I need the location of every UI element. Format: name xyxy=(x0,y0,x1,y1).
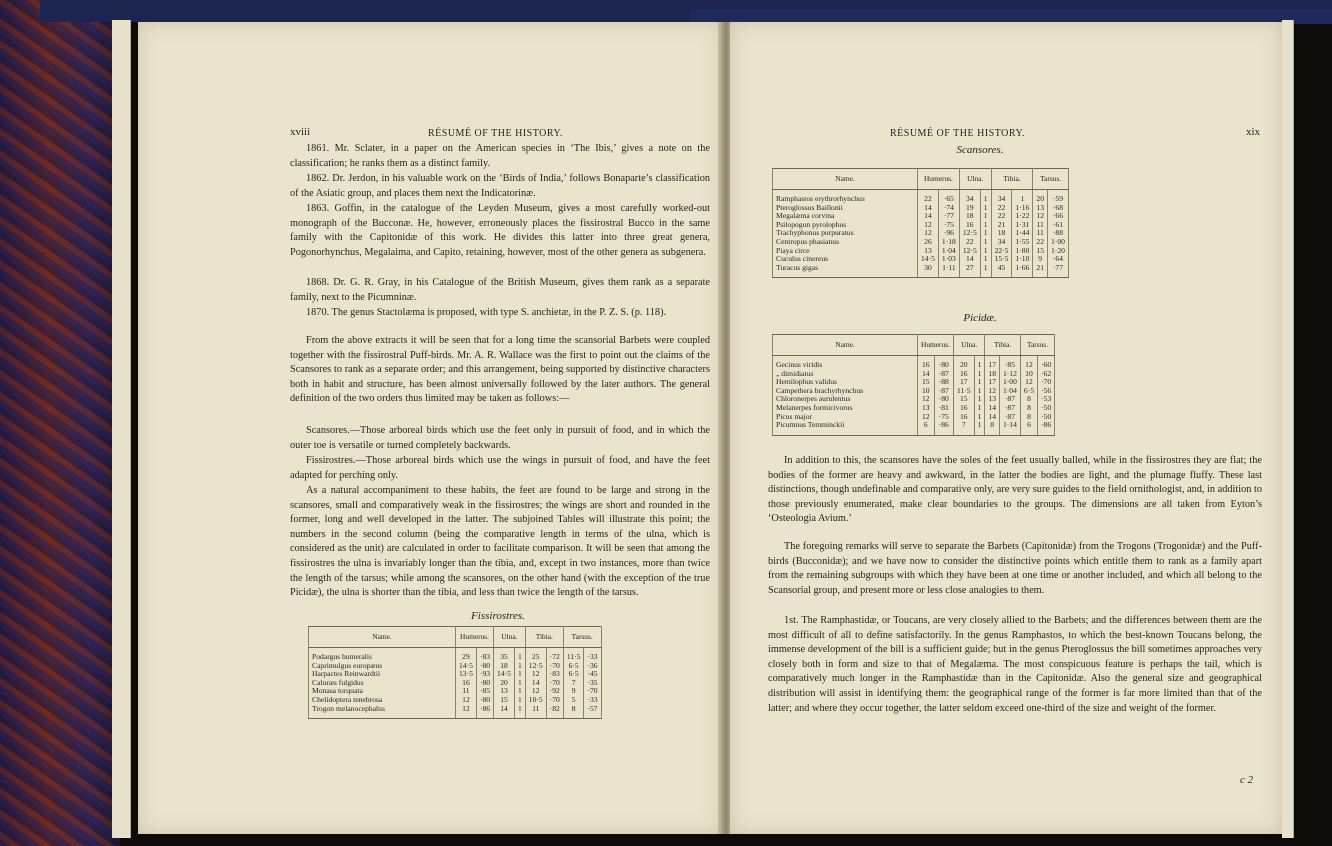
cell-measurement: 12 xyxy=(456,696,477,705)
cell-measurement: ·33 xyxy=(584,648,601,662)
signature-mark: c 2 xyxy=(1240,774,1254,786)
cell-measurement: 1 xyxy=(974,387,985,396)
cell-measurement: 1·11 xyxy=(938,264,959,278)
cell-measurement: 12·5 xyxy=(959,247,980,256)
cell-species-name: Campethera brachyrhynchus xyxy=(773,387,918,396)
paragraph-separation: The foregoing remarks will serve to separate the Barbets (Capitonidæ) from the Trogons (Trogonidæ) and the Puff-birds (Bucconidæ); and we have now to consider the distinctive points which entitle them to rank as a family apart from the remaining subgroups with which they have been at one time or another included, and which all belong to the Scansorial group, and present more or less close analogies to them. xyxy=(768,541,1262,596)
cell-measurement: ·85 xyxy=(476,687,493,696)
cell-measurement: 14 xyxy=(918,212,939,221)
cell-measurement: ·65 xyxy=(938,190,959,204)
cell-species-name: Piaya circe xyxy=(773,247,918,256)
cell-measurement: 18 xyxy=(959,212,980,221)
table-scansores xyxy=(772,168,1069,278)
cell-measurement: 20 xyxy=(494,679,515,688)
cell-measurement: ·80 xyxy=(476,662,493,671)
cell-measurement: 1 xyxy=(974,370,985,379)
cell-species-name: Picumnus Temminckii xyxy=(773,421,918,435)
page-folio: xviii xyxy=(290,126,311,138)
page-stack-edge xyxy=(1288,20,1294,838)
cell-measurement: 6·5 xyxy=(563,670,584,679)
cell-measurement: ·62 xyxy=(1038,370,1055,379)
cell-measurement: 12 xyxy=(1020,356,1037,370)
cell-measurement: 14 xyxy=(918,370,935,379)
cell-measurement: 1 xyxy=(974,404,985,413)
cell-measurement: ·87 xyxy=(999,395,1020,404)
table-caption-picidae: Picidæ. xyxy=(963,312,997,324)
cell-measurement: 1·10 xyxy=(1012,255,1033,264)
cell-measurement: 1·55 xyxy=(1012,238,1033,247)
table-fissirostres xyxy=(308,626,602,719)
cell-measurement: ·56 xyxy=(1038,387,1055,396)
paragraph-ramphastidae: 1st. The Ramphastidæ, or Toucans, are very closely allied to the Barbets; and the differences between them are the most difficult of all to define satisfactorily. In the genus Ramphastos, to which the best-known Toucans belong, the immense development of the bill is a sufficient guide; but in the genus Pteroglossus the bill sometimes approaches very closely both in form and size to that of Megalæma. The most conspicuous feature is perhaps the tail, which is comparatively much longer in the Ramphastidæ than in the Capitonidæ. Also the general size and geographical distribution will assist in identifying them: the geographical range of the former is far more limited than that of the latter; and where they occur together, the latter seldom exceed one-third of the size and weight of the former. xyxy=(768,615,1262,714)
cell-measurement: 13 xyxy=(1033,204,1048,213)
cell-measurement: 1 xyxy=(980,238,991,247)
cell-measurement: 16 xyxy=(959,221,980,230)
cell-species-name: Picus major xyxy=(773,413,918,422)
cell-species-name: Pteroglossus Baillonii xyxy=(773,204,918,213)
cell-measurement: 1·14 xyxy=(999,421,1020,435)
paragraph-summary: From the above extracts it will be seen that for a long time the scansorial Barbets were coupled together with the fissirostral Puff-birds. Mr. A. R. Wallace was the first to point out the claims of the Scansores to rank as a separate order; and this arrangement, being supported by distinctive characters both in habit and structure, has been almost universally followed by the later authors. The general definition of the two orders thus limited may be taken as follows:— xyxy=(290,335,710,405)
paragraph-1861: 1861. Mr. Sclater, in a paper on the American species in ‘The Ibis,’ gives a note on the classification; he ranks them as a distinct family. xyxy=(290,143,710,169)
col-header-name: Name. xyxy=(309,627,456,648)
cell-measurement: 13 xyxy=(494,687,515,696)
col-header-ulna: Ulna. xyxy=(953,335,984,356)
cell-measurement: 22·5 xyxy=(991,247,1012,256)
cell-measurement: ·92 xyxy=(546,687,563,696)
cell-measurement: 7 xyxy=(563,679,584,688)
cell-measurement: 25 xyxy=(525,648,546,662)
table-caption-fissirostres: Fissirostres. xyxy=(471,610,525,622)
col-header-humerus: Humerus. xyxy=(456,627,494,648)
cell-measurement: ·87 xyxy=(999,404,1020,413)
paragraph-habits: As a natural accompaniment to these habits, the feet are found to be large and strong in the scansores, small and comparatively weak in the fissirostres; the wings are short and rounded in the former, long and well developed in the latter. The subjoined Tables will illustrate this point; the numbers in the second column (being the comparative length in terms of the ulna, which is considered as the unit) are calculated in order to facilitate comparison. It will be seen that among the fissirostres the ulna is invariably longer than the tibia, and, except in two instances, more than twice the length of the tarsus; while among the scansores, on the other hand (with the exception of the true Picidæ), the ulna is shorter than the tibia, and less than twice the length of the tarsus. xyxy=(290,485,710,599)
cell-measurement: 15 xyxy=(953,395,974,404)
cell-species-name: Centropus phasianus xyxy=(773,238,918,247)
col-header-tarsus: Tarsus. xyxy=(563,627,601,648)
cell-measurement: 1 xyxy=(974,356,985,370)
cell-measurement: 22 xyxy=(991,212,1012,221)
cell-measurement: ·80 xyxy=(934,356,953,370)
cell-measurement: 1·12 xyxy=(999,370,1020,379)
cell-measurement: ·80 xyxy=(934,395,953,404)
cell-measurement: 15 xyxy=(918,378,935,387)
cell-measurement: ·82 xyxy=(546,705,563,719)
cell-species-name: Caluræs fulgidus xyxy=(309,679,456,688)
cell-measurement: 1 xyxy=(514,670,525,679)
cell-measurement: 13 xyxy=(918,247,939,256)
cell-measurement: 7 xyxy=(953,421,974,435)
cell-species-name: Psilopogon pyrolophus xyxy=(773,221,918,230)
cell-measurement: 17 xyxy=(985,378,1000,387)
cell-measurement: 1·31 xyxy=(1012,221,1033,230)
cell-measurement: 14·5 xyxy=(494,670,515,679)
cell-measurement: 1 xyxy=(514,696,525,705)
cell-measurement: 11·5 xyxy=(953,387,974,396)
cell-measurement: 1 xyxy=(514,662,525,671)
cell-measurement: 1·00 xyxy=(999,378,1020,387)
cell-measurement: 11 xyxy=(1033,229,1048,238)
cell-measurement: ·93 xyxy=(476,670,493,679)
cell-measurement: 8 xyxy=(563,705,584,719)
cell-measurement: ·77 xyxy=(938,212,959,221)
cell-species-name: Melanerpes formicivorus xyxy=(773,404,918,413)
cell-species-name: Megalæma corvina xyxy=(773,212,918,221)
cell-measurement: 27 xyxy=(959,264,980,278)
cell-measurement: 1·00 xyxy=(1048,238,1069,247)
cell-measurement: 11 xyxy=(456,687,477,696)
cell-measurement: 20 xyxy=(953,356,974,370)
paragraph-fissirostres-definition: Fissirostres.—Those arboreal birds which use the wings in pursuit of food, and have the feet adapted for perching only. xyxy=(290,455,710,481)
paragraph-1863: 1863. Goffin, in the catalogue of the Leyden Museum, gives a most carefully worked-out monograph of the Bucconæ. He, however, erroneously places the fissirostral Bucco in the same family with the Capitonidæ of this work. He divides this latter into three great genera, Pogonorhynchus, Megalaima, and Capito, retaining, however, most of the other genera as subgenera. xyxy=(290,203,710,258)
table-row xyxy=(309,648,602,662)
cell-measurement: ·80 xyxy=(476,679,493,688)
cell-measurement: 1 xyxy=(1012,190,1033,204)
cell-measurement: 1 xyxy=(980,204,991,213)
cell-measurement: ·83 xyxy=(546,670,563,679)
cell-measurement: 10 xyxy=(1020,370,1037,379)
col-header-name: Name. xyxy=(773,169,918,190)
cell-measurement: 15 xyxy=(494,696,515,705)
cell-species-name: „ dimidiatus xyxy=(773,370,918,379)
cell-measurement: 12 xyxy=(918,413,935,422)
cell-measurement: 8 xyxy=(1020,395,1037,404)
paragraph-feet-and-plumage: In addition to this, the scansores have the soles of the feet usually balled, while in the fissirostres they are flat; the bodies of the former are heavy and awkward, in the latter the bodies are light, and the plumage fluffy. These last distinctions, though undefinable and comparative only, are very sure guides to the field ornithologist, and, in addition to those previously enumerated, make clear boundaries to the groups. The dimensions are all taken from Eyton’s ‘Osteologia Avium.’ xyxy=(768,455,1262,525)
cell-measurement: 15 xyxy=(1033,247,1048,256)
cell-measurement: ·96 xyxy=(938,229,959,238)
cell-measurement: 22 xyxy=(959,238,980,247)
cell-measurement: 12 xyxy=(525,670,546,679)
cell-measurement: 34 xyxy=(959,190,980,204)
cell-measurement: 1 xyxy=(980,229,991,238)
cell-species-name: Chelidoptera tenebrosa xyxy=(309,696,456,705)
cell-measurement: 17 xyxy=(985,356,1000,370)
cell-measurement: 16 xyxy=(953,413,974,422)
cell-measurement: ·83 xyxy=(476,648,493,662)
cell-measurement: 14 xyxy=(494,705,515,719)
cell-measurement: 18 xyxy=(991,229,1012,238)
cell-measurement: 1 xyxy=(980,221,991,230)
cell-measurement: 16 xyxy=(953,404,974,413)
cell-species-name: Chloronerpes aurulentus xyxy=(773,395,918,404)
cell-measurement: ·88 xyxy=(934,378,953,387)
cell-measurement: 1 xyxy=(980,190,991,204)
cell-measurement: 34 xyxy=(991,190,1012,204)
cell-measurement: 16 xyxy=(918,356,935,370)
cell-measurement: ·70 xyxy=(1038,378,1055,387)
cell-measurement: 15·5 xyxy=(991,255,1012,264)
cell-measurement: ·70 xyxy=(546,696,563,705)
cell-measurement: ·50 xyxy=(1038,404,1055,413)
cell-measurement: 16 xyxy=(953,370,974,379)
cell-measurement: 14·5 xyxy=(918,255,939,264)
cell-measurement: ·87 xyxy=(934,370,953,379)
cell-measurement: 12 xyxy=(918,395,935,404)
cell-measurement: 12·5 xyxy=(525,662,546,671)
cell-measurement: ·77 xyxy=(1048,264,1069,278)
paragraph-scansores-definition: Scansores.—Those arboreal birds which use the feet only in pursuit of food, and in which the outer toe is versatile or turned completely backwards. xyxy=(290,425,710,451)
cell-measurement: 1·22 xyxy=(1012,212,1033,221)
cell-measurement: 12 xyxy=(985,387,1000,396)
cell-measurement: 22 xyxy=(918,190,939,204)
cell-measurement: 14 xyxy=(985,413,1000,422)
cell-species-name: Cuculus cinereus xyxy=(773,255,918,264)
cell-measurement: ·85 xyxy=(999,356,1020,370)
cell-measurement: ·75 xyxy=(934,413,953,422)
cell-measurement: 13 xyxy=(985,395,1000,404)
cell-measurement: ·61 xyxy=(1048,221,1069,230)
cell-measurement: ·75 xyxy=(938,221,959,230)
cell-measurement: ·66 xyxy=(1048,212,1069,221)
cell-measurement: 5 xyxy=(563,696,584,705)
col-header-tibia: Tibia. xyxy=(525,627,563,648)
cell-measurement: ·50 xyxy=(1038,413,1055,422)
cell-measurement: 1·44 xyxy=(1012,229,1033,238)
cell-measurement: 1·66 xyxy=(1012,264,1033,278)
cell-measurement: 10·5 xyxy=(525,696,546,705)
cell-measurement: 29 xyxy=(456,648,477,662)
table-row xyxy=(773,421,1055,435)
col-header-humerus: Humerus. xyxy=(918,335,954,356)
col-header-tarsus: Tarsus. xyxy=(1033,169,1069,190)
cell-measurement: 1·80 xyxy=(1012,247,1033,256)
cell-measurement: 13·5 xyxy=(456,670,477,679)
cell-species-name: Gecinus viridis xyxy=(773,356,918,370)
cell-species-name: Podargus humeralis xyxy=(309,648,456,662)
cell-measurement: 9 xyxy=(1033,255,1048,264)
cell-measurement: 14 xyxy=(985,404,1000,413)
cell-species-name: Monasa torquata xyxy=(309,687,456,696)
cell-measurement: ·86 xyxy=(1038,421,1055,435)
cell-species-name: Turacus gigas xyxy=(773,264,918,278)
cell-measurement: 6·5 xyxy=(563,662,584,671)
paragraph-1870: 1870. The genus Stactolæma is proposed, with type S. anchietæ, in the P. Z. S. (p. 118). xyxy=(306,307,667,318)
cell-measurement: 19 xyxy=(959,204,980,213)
cell-species-name: Trogon melanocephalus xyxy=(309,705,456,719)
running-header: RÉSUMÉ OF THE HISTORY. xyxy=(428,128,563,139)
cell-measurement: ·86 xyxy=(934,421,953,435)
cell-measurement: 8 xyxy=(1020,413,1037,422)
cell-measurement: ·68 xyxy=(1048,204,1069,213)
cell-measurement: ·87 xyxy=(934,387,953,396)
cell-measurement: ·80 xyxy=(476,696,493,705)
table-row xyxy=(773,190,1069,204)
cell-measurement: 14 xyxy=(959,255,980,264)
cell-measurement: 1·04 xyxy=(999,387,1020,396)
cell-measurement: 1 xyxy=(514,648,525,662)
cell-measurement: 14 xyxy=(918,204,939,213)
cell-measurement: 35 xyxy=(494,648,515,662)
cell-measurement: 8 xyxy=(985,421,1000,435)
col-header-ulna: Ulna. xyxy=(494,627,526,648)
cell-measurement: 22 xyxy=(991,204,1012,213)
paragraph-1862: 1862. Dr. Jerdon, in his valuable work on the ‘Birds of India,’ follows Bonaparte’s classification of the Asiatic group, and places them next the Indicatorinæ. xyxy=(290,173,710,199)
paragraph-1868: 1868. Dr. G. R. Gray, in his Catalogue of the British Museum, gives them rank as a separate family, next to the Picumninæ. xyxy=(290,277,710,303)
cell-measurement: 11 xyxy=(525,705,546,719)
cell-measurement: ·35 xyxy=(584,679,601,688)
cell-species-name: Hemilophus validus xyxy=(773,378,918,387)
cell-measurement: 12 xyxy=(456,705,477,719)
cell-measurement: 12 xyxy=(1020,378,1037,387)
cell-measurement: 1·16 xyxy=(1012,204,1033,213)
cell-measurement: 12 xyxy=(918,229,939,238)
cell-measurement: ·59 xyxy=(1048,190,1069,204)
cell-measurement: ·86 xyxy=(476,705,493,719)
cell-measurement: 6 xyxy=(1020,421,1037,435)
cell-measurement: 1 xyxy=(974,413,985,422)
cell-measurement: 21 xyxy=(1033,264,1048,278)
cell-measurement: ·53 xyxy=(1038,395,1055,404)
cell-measurement: ·70 xyxy=(546,679,563,688)
cell-measurement: 14·5 xyxy=(456,662,477,671)
cell-measurement: 6·5 xyxy=(1020,387,1037,396)
cell-measurement: 20 xyxy=(1033,190,1048,204)
cell-measurement: ·87 xyxy=(999,413,1020,422)
cell-measurement: ·70 xyxy=(584,687,601,696)
cell-measurement: 1 xyxy=(514,687,525,696)
cell-measurement: 12 xyxy=(525,687,546,696)
cell-measurement: ·72 xyxy=(546,648,563,662)
cell-measurement: 21 xyxy=(991,221,1012,230)
cell-measurement: 1 xyxy=(974,421,985,435)
cell-measurement: ·88 xyxy=(1048,229,1069,238)
left-page xyxy=(138,22,722,834)
cell-measurement: ·64 xyxy=(1048,255,1069,264)
cell-measurement: 17 xyxy=(953,378,974,387)
cell-measurement: 13 xyxy=(918,404,935,413)
cell-measurement: 1 xyxy=(974,395,985,404)
cell-measurement: 1 xyxy=(514,679,525,688)
cell-measurement: 26 xyxy=(918,238,939,247)
cell-measurement: ·33 xyxy=(584,696,601,705)
cell-measurement: 18 xyxy=(985,370,1000,379)
col-header-tarsus: Tarsus. xyxy=(1020,335,1054,356)
cell-measurement: 6 xyxy=(918,421,935,435)
cell-measurement: 10 xyxy=(918,387,935,396)
cell-measurement: 9 xyxy=(563,687,584,696)
table-row xyxy=(309,705,602,719)
right-page xyxy=(730,22,1282,834)
cell-species-name: Trachyphonus purpuratus xyxy=(773,229,918,238)
cell-measurement: ·36 xyxy=(584,662,601,671)
table-row xyxy=(773,264,1069,278)
cell-measurement: ·60 xyxy=(1038,356,1055,370)
col-header-humerus: Humerus. xyxy=(918,169,960,190)
cell-measurement: 18 xyxy=(494,662,515,671)
cell-measurement: 16 xyxy=(456,679,477,688)
cell-measurement: 1 xyxy=(980,212,991,221)
cell-measurement: 1·03 xyxy=(938,255,959,264)
cell-measurement: 1 xyxy=(980,247,991,256)
col-header-tibia: Tibia. xyxy=(985,335,1021,356)
page-folio: xix xyxy=(1246,126,1261,138)
col-header-tibia: Tibia. xyxy=(991,169,1033,190)
cell-species-name: Caprimulgus europæus xyxy=(309,662,456,671)
cell-species-name: Harpactes Reinwardtii xyxy=(309,670,456,679)
cell-measurement: 8 xyxy=(1020,404,1037,413)
cell-measurement: 34 xyxy=(991,238,1012,247)
cell-measurement: 1 xyxy=(980,255,991,264)
running-header: RÉSUMÉ OF THE HISTORY. xyxy=(890,128,1025,139)
cell-measurement: ·81 xyxy=(934,404,953,413)
cell-measurement: 1 xyxy=(980,264,991,278)
cell-measurement: 12 xyxy=(1033,212,1048,221)
col-header-ulna: Ulna. xyxy=(959,169,991,190)
table-row xyxy=(773,356,1055,370)
cell-measurement: 30 xyxy=(918,264,939,278)
cell-measurement: 12·5 xyxy=(959,229,980,238)
cell-measurement: ·70 xyxy=(546,662,563,671)
cell-measurement: 1 xyxy=(974,378,985,387)
cell-measurement: 12 xyxy=(918,221,939,230)
cell-measurement: 45 xyxy=(991,264,1012,278)
cell-measurement: 11·5 xyxy=(563,648,584,662)
col-header-name: Name. xyxy=(773,335,918,356)
cell-measurement: 1 xyxy=(514,705,525,719)
cell-measurement: 14 xyxy=(525,679,546,688)
cell-measurement: 11 xyxy=(1033,221,1048,230)
cell-measurement: 1·04 xyxy=(938,247,959,256)
cell-measurement: ·45 xyxy=(584,670,601,679)
cell-species-name: Ramphastos erythrorhynchus xyxy=(773,190,918,204)
cell-measurement: 22 xyxy=(1033,238,1048,247)
page-stack-edge xyxy=(122,20,131,838)
cell-measurement: ·74 xyxy=(938,204,959,213)
cell-measurement: 1·18 xyxy=(938,238,959,247)
table-picidae xyxy=(772,334,1055,436)
book-binding xyxy=(0,0,120,846)
cell-measurement: 1·20 xyxy=(1048,247,1069,256)
cell-measurement: ·57 xyxy=(584,705,601,719)
table-caption-scansores: Scansores. xyxy=(956,144,1004,156)
